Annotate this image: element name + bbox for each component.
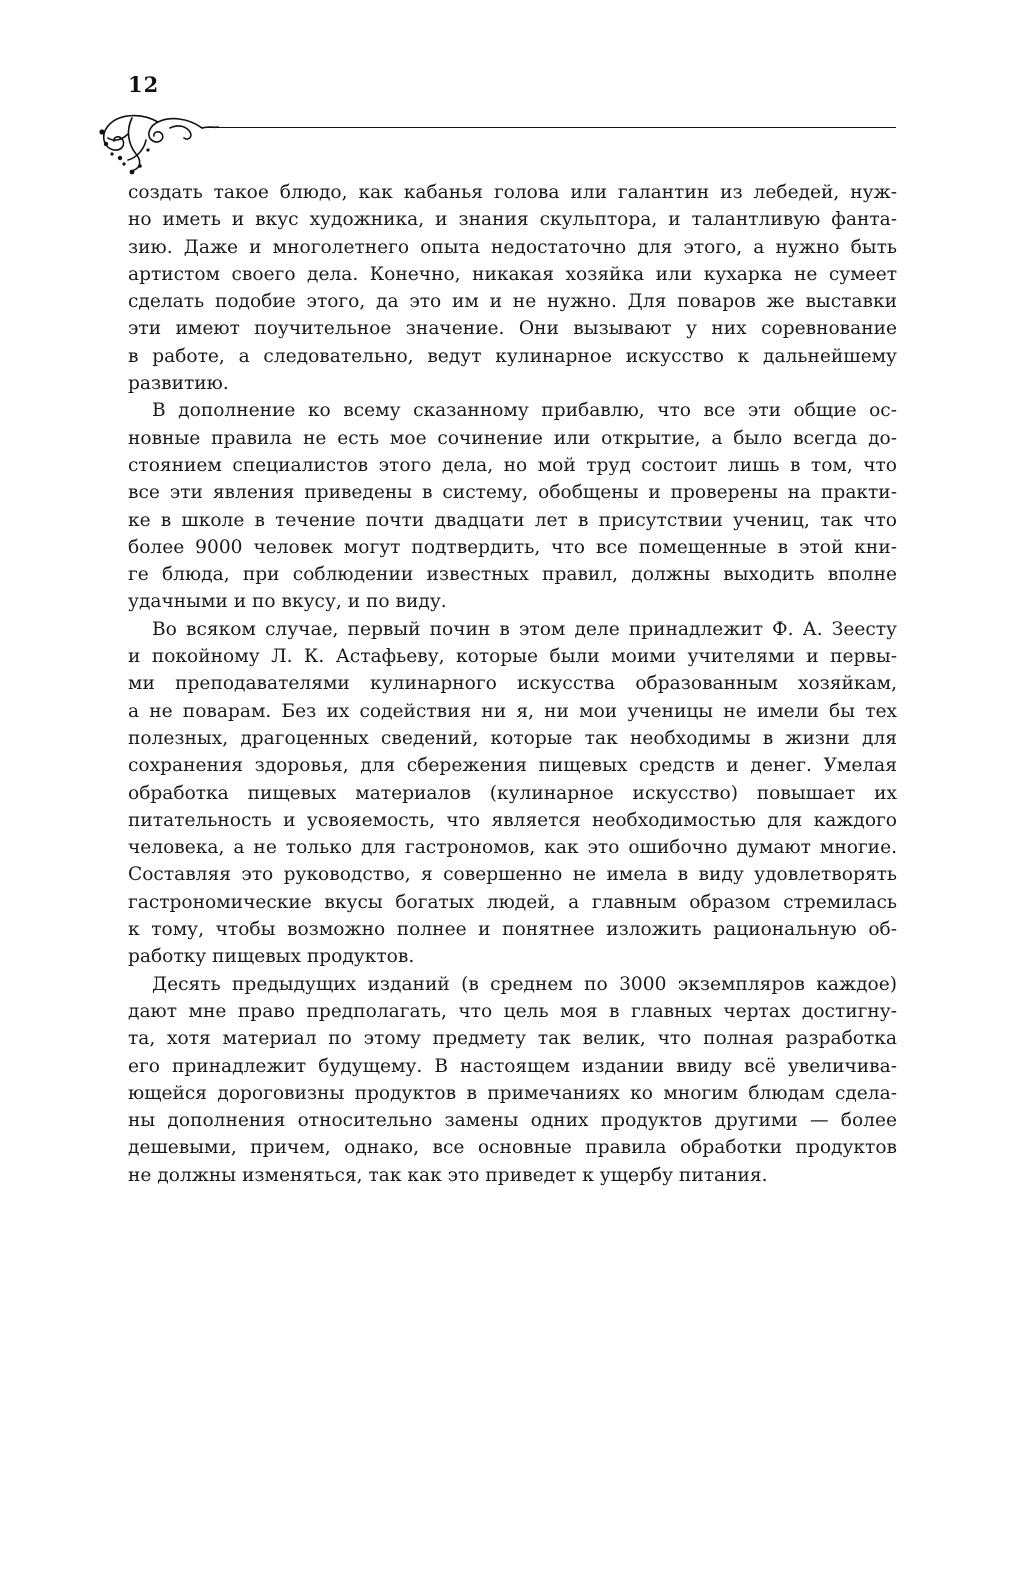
text-line: гастрономические вкусы богатых людей, а главным образом стремилась (128, 891, 897, 913)
text-line: ке в школе в течение почти двадцати лет в присутствии учениц, так что (128, 509, 897, 531)
text-line: в работе, а следовательно, ведут кулинарное искусство к дальнейшему (128, 345, 897, 367)
text-line: В дополнение ко всему сказанному прибавлю, что все эти общие ос- (152, 400, 897, 422)
text-line: к тому, чтобы возможно полнее и понятнее изложить рациональную об- (128, 919, 897, 941)
text-line: эти имеют поучительное значение. Они вызывают у них соревнование (128, 318, 897, 340)
text-line: Во всяком случае, первый почин в этом деле принадлежит Ф. А. Зеесту (152, 618, 897, 640)
text-line: более 9000 человек могут подтвердить, что все помещенные в этой кни- (128, 536, 897, 558)
text-line: стоянием специалистов этого дела, но мой труд состоит лишь в том, что (128, 454, 897, 476)
text-line: дешевыми, причем, однако, все основные правила обработки продуктов (128, 1137, 897, 1159)
text-line: создать такое блюдо, как кабанья голова или галантин из лебедей, нуж- (128, 182, 897, 203)
text-line: Десять предыдущих изданий (в среднем по 3000 экземпляров каждое) (152, 973, 897, 995)
flourish-ornament-icon (92, 104, 232, 180)
text-line: все эти явления приведены в систему, обобщены и проверены на практи- (128, 482, 897, 504)
text-line: развитию. (128, 373, 229, 395)
text-line: работку пищевых продуктов. (128, 946, 415, 968)
body-text (128, 179, 897, 1189)
header-rule (200, 127, 896, 128)
text-line: но иметь и вкус художника, и знания скульптора, и талантливую фанта- (128, 209, 897, 231)
text-line: а не поварам. Без их содействия ни я, ни мои ученицы не имели бы тех (128, 700, 897, 722)
page-number: 12 (128, 72, 160, 97)
text-line: дают мне право предполагать, что цель моя в главных чертах достигну- (128, 1000, 897, 1022)
text-line: та, хотя материал по этому предмету так велик, что полная разработка (128, 1028, 897, 1050)
text-line: обработка пищевых материалов (кулинарное искусство) повышает их (128, 782, 897, 804)
text-line: питательность и усвояемость, что является необходимостью для каждого (128, 809, 897, 831)
text-line: ющейся дороговизны продуктов в примечаниях ко многим блюдам сдела- (128, 1082, 897, 1104)
text-line: сделать подобие этого, да это им и не нужно. Для поваров же выставки (128, 291, 897, 313)
text-line: его принадлежит будущему. В настоящем издании ввиду всё увеличива- (128, 1055, 897, 1077)
text-line: полезных, драгоценных сведений, которые так необходимы в жизни для (128, 727, 897, 749)
text-line: ны дополнения относительно замены одних продуктов другими — более (128, 1110, 897, 1132)
text-line: сохранения здоровья, для сбережения пищевых средств и денег. Умелая (128, 755, 897, 777)
text-line: удачными и по вкусу, и по виду. (128, 591, 447, 613)
text-line: и покойному Л. К. Астафьеву, которые были моими учителями и первы- (128, 646, 897, 668)
text-line: артистом своего дела. Конечно, никакая хозяйка или кухарка не сумеет (128, 263, 897, 285)
text-line: не должны изменяться, так как это приведет к ущербу питания. (128, 1164, 768, 1186)
text-line: человека, а не только для гастрономов, как это ошибочно думают многие. (128, 837, 897, 859)
text-line: ми преподавателями кулинарного искусства образованным хозяйкам, (128, 673, 897, 695)
text-line: новные правила не есть мое сочинение или открытие, а было всегда до- (128, 427, 897, 449)
text-line: Составляя это руководство, я совершенно не имела в виду удовлетворять (128, 864, 897, 886)
text-line: ге блюда, при соблюдении известных правил, должны выходить вполне (128, 564, 897, 586)
text-line: зию. Даже и многолетнего опыта недостаточно для этого, а нужно быть (128, 236, 897, 258)
